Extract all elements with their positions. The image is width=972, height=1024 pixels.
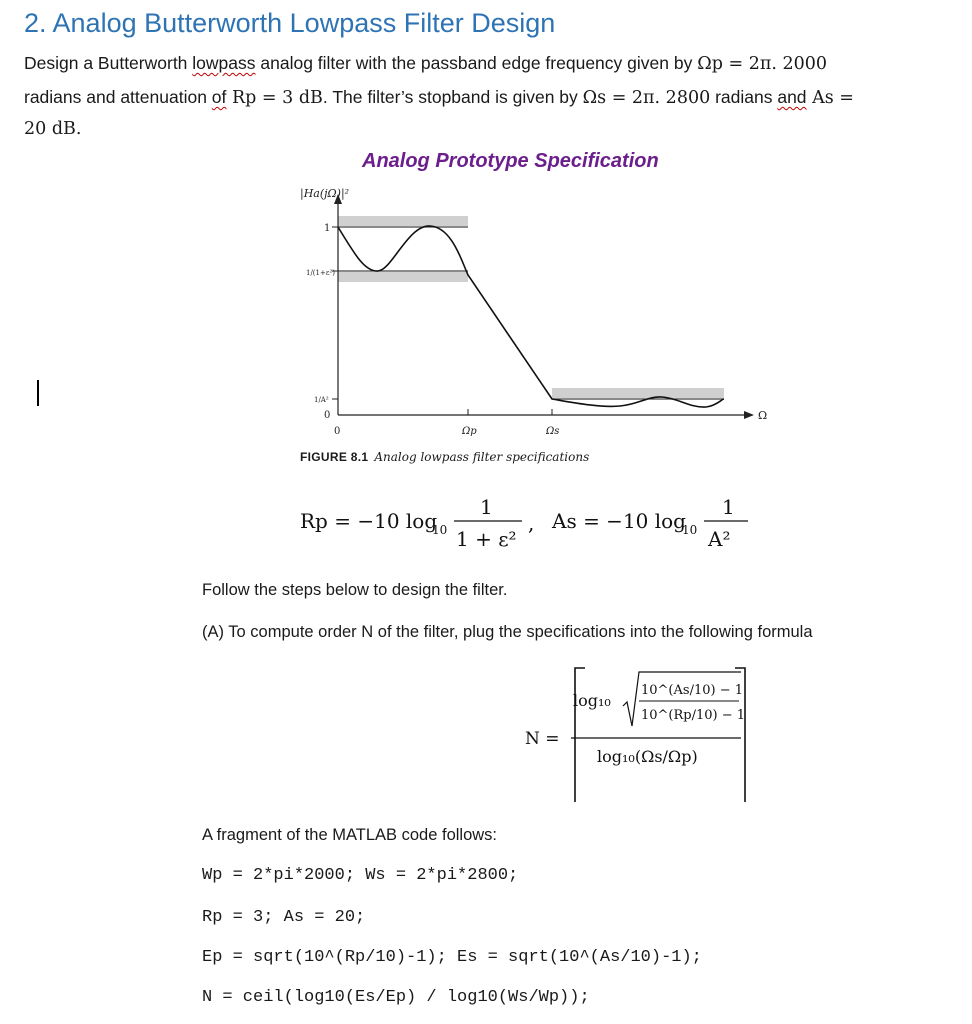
ceil-left-bracket	[575, 668, 585, 802]
order-lhs: N =	[525, 729, 560, 749]
step-a: (A) To compute order N of the filter, plug the specifications into the following formula	[202, 623, 813, 641]
omega-p-expr: Ωp = 2π. 2000	[697, 54, 828, 74]
heading-text: 2. Analog Butterworth Lowpass Filter Design	[24, 8, 556, 38]
stopband-band	[552, 388, 724, 400]
spelling-flag: and	[777, 87, 807, 107]
magnitude-response-curve	[338, 226, 724, 407]
top-log10: log₁₀	[573, 691, 611, 710]
x-axis-label: Ω	[758, 409, 768, 422]
attenuation-formulas	[290, 492, 770, 556]
text-cursor	[37, 380, 39, 406]
formula-separator: ,	[528, 511, 535, 535]
passband-lower-band	[338, 270, 468, 282]
intro-text: radians	[710, 87, 778, 107]
spelling-flag: of	[211, 87, 227, 107]
steps-intro: Follow the steps below to design the filter.	[202, 581, 508, 599]
x-omega-p-label: Ωp	[462, 426, 477, 437]
y-tick-a-label: 1/A²	[314, 396, 329, 404]
caption-text: Analog lowpass filter specifications	[374, 450, 590, 464]
radical-numerator: 10^(As/10) − 1	[641, 683, 743, 698]
figure-title: Analog Prototype Specification	[362, 150, 659, 172]
as-denominator: A²	[708, 527, 731, 551]
page-heading	[24, 8, 555, 39]
intro-line-1	[24, 53, 827, 74]
order-denominator: log₁₀(Ωs/Ωp)	[597, 747, 698, 766]
code-line-1: Wp = 2*pi*2000; Ws = 2*pi*2800;	[202, 866, 519, 885]
y-tick-one-label: 1	[324, 223, 331, 234]
order-formula	[515, 662, 755, 808]
rp-lhs: Rp = −10 log	[300, 509, 438, 533]
caption-label: FIGURE 8.1	[300, 450, 369, 464]
filter-spec-figure	[270, 180, 790, 455]
figure-caption	[300, 450, 589, 464]
y-tick-eps-label: 1/(1+ε²)	[306, 269, 336, 277]
y-tick-zero-label: 0	[324, 410, 331, 421]
x-axis-arrow	[744, 411, 754, 419]
intro-text: . The filter’s stopband is given by	[322, 87, 583, 107]
code-line-4: N = ceil(log10(Es/Ep) / log10(Ws/Wp));	[202, 988, 590, 1007]
as-value-expr: 20 dB.	[24, 119, 82, 139]
as-numerator: 1	[722, 495, 735, 519]
rp-numerator: 1	[480, 495, 493, 519]
as-expr: As =	[806, 88, 854, 108]
intro-line-3	[24, 118, 81, 139]
code-intro: A fragment of the MATLAB code follows:	[202, 826, 498, 844]
rp-log-base: 10	[432, 523, 448, 537]
rp-denominator: 1 + ε²	[456, 527, 517, 551]
as-lhs: As = −10 log	[552, 509, 686, 533]
radical-denominator: 10^(Rp/10) − 1	[641, 708, 746, 723]
as-log-base: 10	[682, 523, 698, 537]
x-omega-s-label: Ωs	[546, 426, 560, 437]
x-zero-label: 0	[334, 426, 341, 437]
passband-upper-band	[338, 216, 468, 228]
intro-line-2	[24, 87, 854, 108]
code-line-2: Rp = 3; As = 20;	[202, 908, 366, 927]
spelling-flag: lowpass	[192, 53, 256, 73]
intro-text: radians and attenuation	[24, 87, 212, 107]
intro-text: analog filter with the passband edge frequency given by	[255, 53, 698, 73]
code-line-3: Ep = sqrt(10^(Rp/10)-1); Es = sqrt(10^(As/10)-1);	[202, 948, 702, 967]
y-axis-label: |Ha(jΩ)|²	[300, 187, 350, 200]
intro-text: Design a Butterworth	[24, 53, 193, 73]
omega-s-expr: Ωs = 2π. 2800	[582, 88, 711, 108]
rp-expr: Rp = 3 dB	[226, 88, 323, 108]
